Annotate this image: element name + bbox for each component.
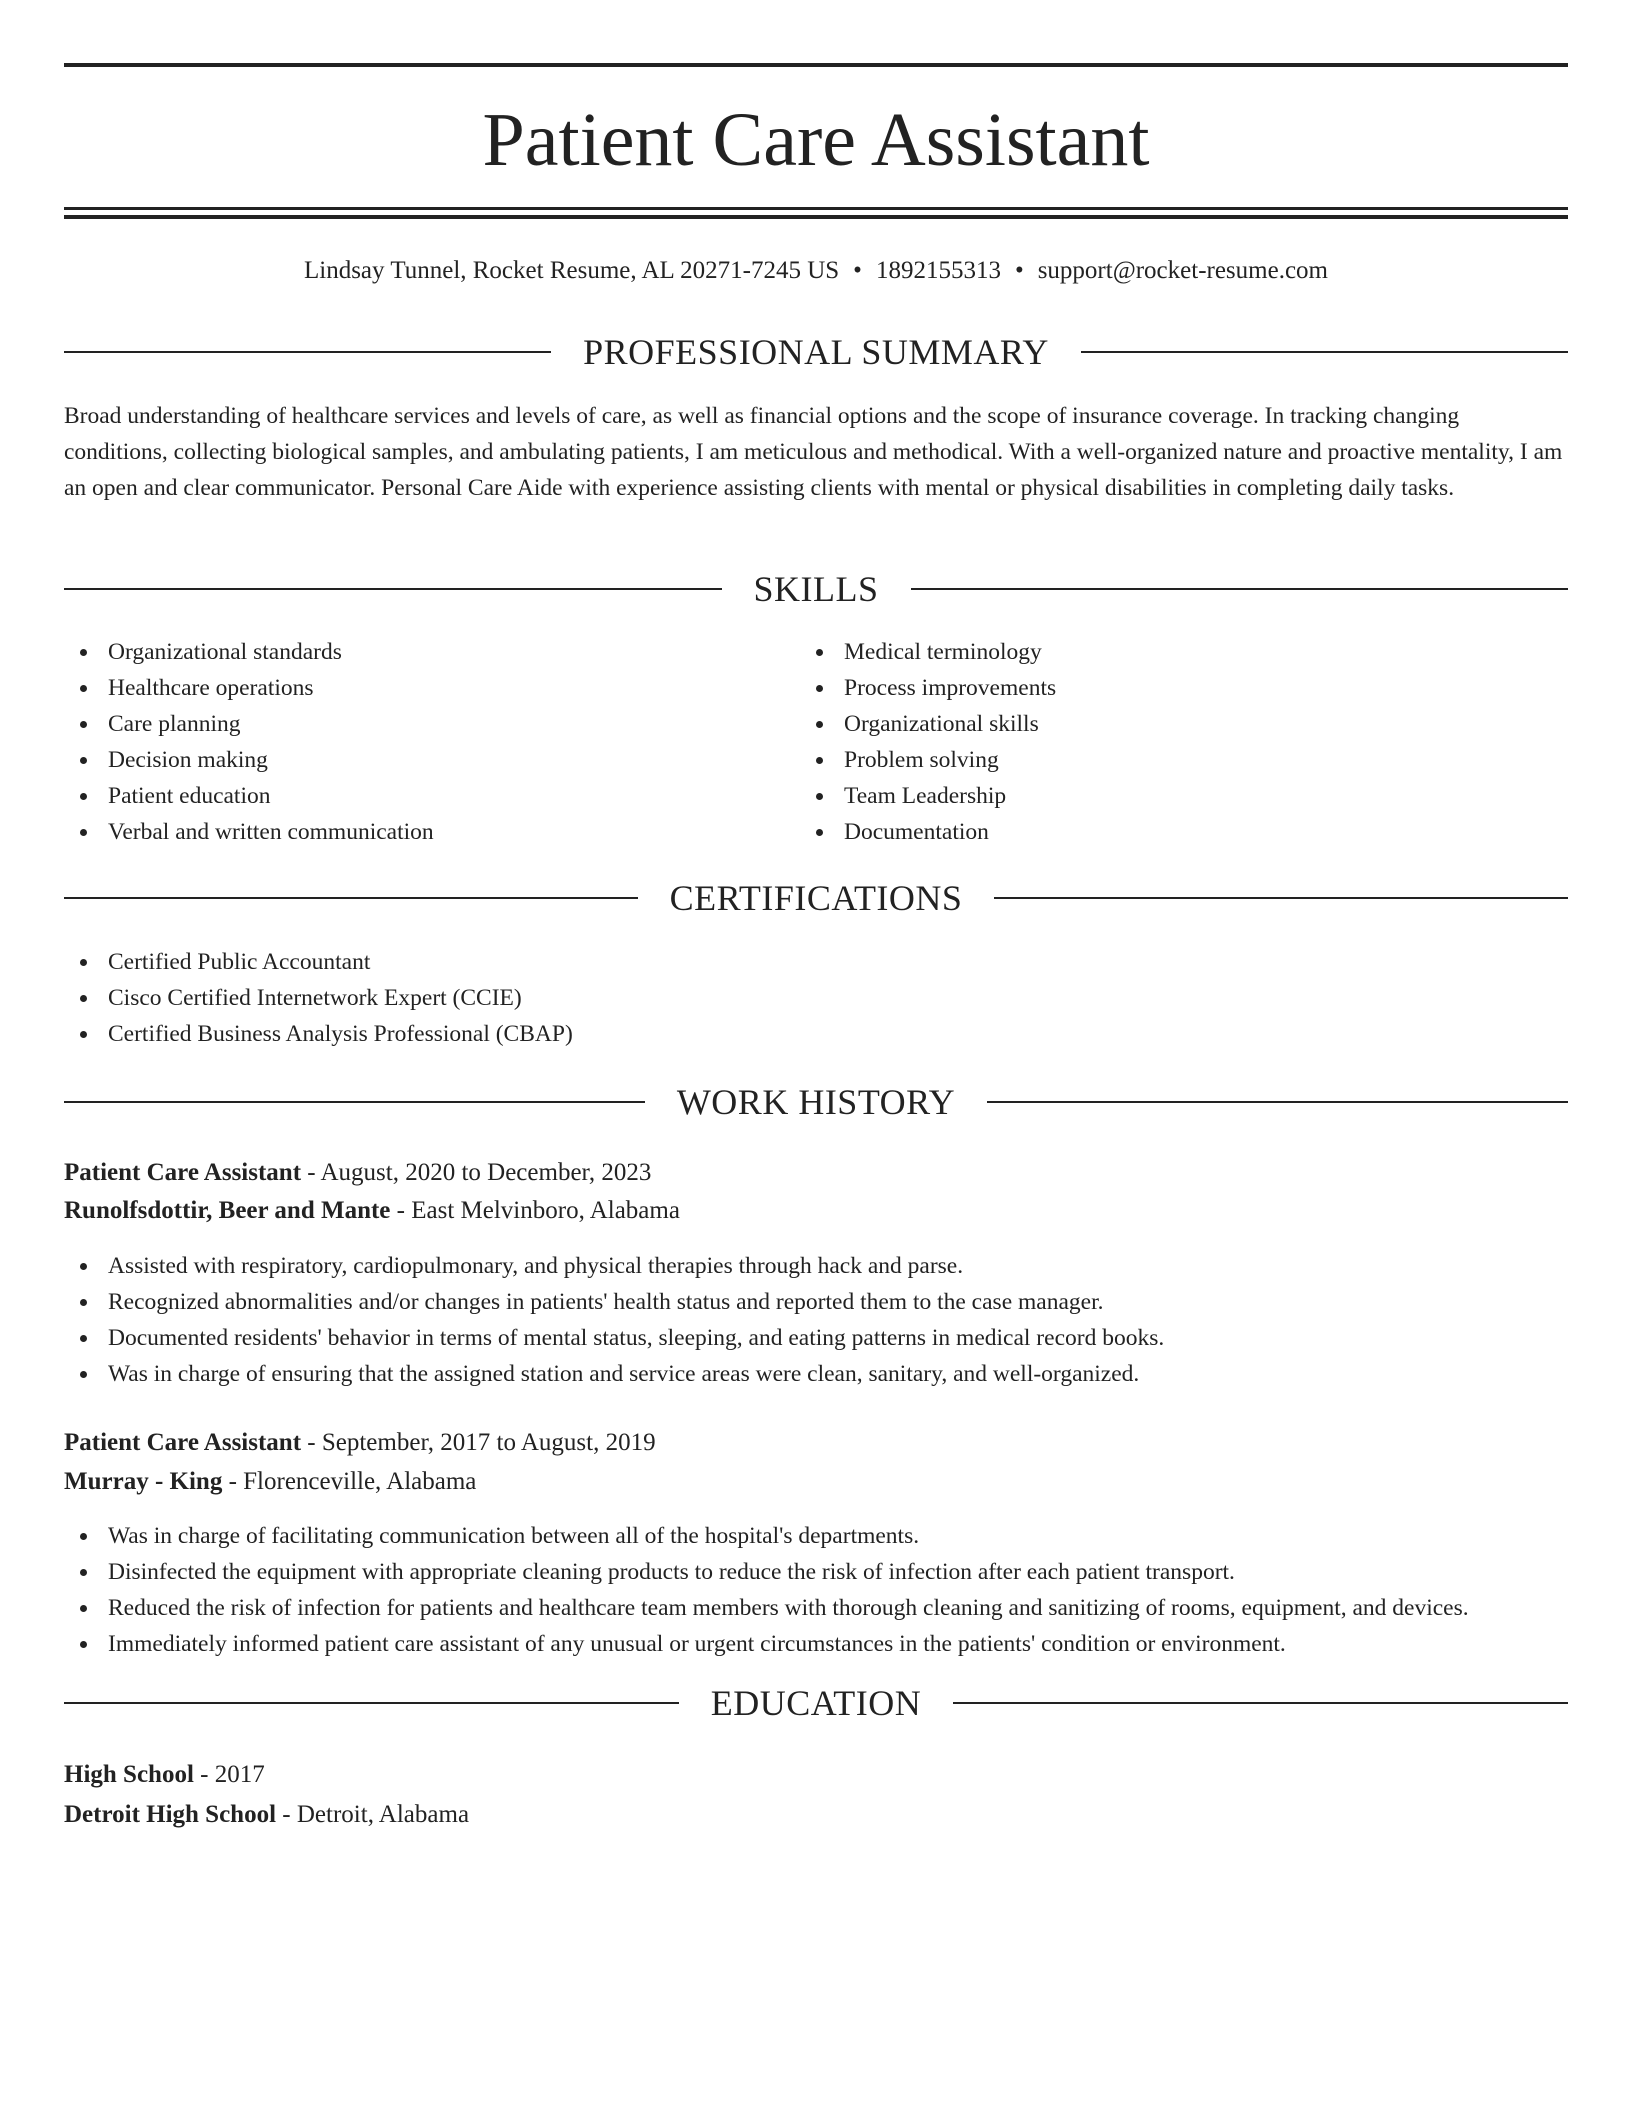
education-school: Detroit High School — [64, 1801, 277, 1828]
resume-title: Patient Care Assistant — [482, 98, 1150, 182]
list-item: Disinfected the equipment with appropriate cleaning products to reduce the risk of infection after each patient transport. — [64, 1554, 1469, 1590]
job-dates: August, 2020 to December, 2023 — [320, 1159, 652, 1186]
job-title-line — [64, 1424, 656, 1462]
contact-address: Lindsay Tunnel, Rocket Resume, AL 20271-7245 US — [303, 257, 840, 284]
list-item: Healthcare operations — [64, 670, 434, 706]
list-item: Was in charge of ensuring that the assigned station and service areas were clean, sanitary, and well-organized. — [64, 1356, 1164, 1392]
contact-phone: 1892155313 — [875, 257, 1001, 284]
contact-line — [64, 254, 1568, 288]
section-heading-summary — [64, 330, 1568, 374]
heading-rule — [1081, 351, 1568, 353]
list-item: Assisted with respiratory, cardiopulmonary, and physical therapies through hack and parse. — [64, 1248, 1164, 1284]
list-item: Cisco Certified Internetwork Expert (CCIE) — [64, 980, 573, 1016]
contact-separator: • — [1014, 257, 1024, 284]
job-location: Florenceville, Alabama — [243, 1468, 477, 1495]
list-item: Documented residents' behavior in terms of mental status, sleeping, and eating patterns in medical record books. — [64, 1320, 1164, 1356]
list-item: Decision making — [64, 742, 434, 778]
section-heading-label: CERTIFICATIONS — [669, 878, 963, 918]
section-heading-label: WORK HISTORY — [676, 1082, 956, 1122]
summary-text: Broad understanding of healthcare services and levels of care, as well as financial options and the scope of insurance coverage. In tracking changing conditions, collecting biological samples, and ambulating patients, I am meticulous and methodical. With a well-organized nature and proactive mentality, I am an open and clear communicator. Personal Care Aide with experience assisting clients with mental or physical disabilities in completing daily tasks. — [64, 403, 1563, 501]
top-rule — [64, 63, 1568, 67]
list-item: Certified Public Accountant — [64, 944, 573, 980]
heading-rule — [994, 897, 1568, 899]
section-heading-work-history — [64, 1080, 1568, 1124]
job-employer: Murray - King — [64, 1468, 223, 1495]
skills-list-right — [800, 634, 1056, 850]
education-year: 2017 — [214, 1761, 265, 1788]
dash: - — [222, 1468, 244, 1495]
education-degree: High School — [64, 1761, 194, 1788]
list-item: Process improvements — [800, 670, 1056, 706]
list-item: Immediately informed patient care assistant of any unusual or urgent circumstances in the patients' condition or environment. — [64, 1626, 1469, 1662]
job-dates: September, 2017 to August, 2019 — [321, 1429, 656, 1456]
dash: - — [390, 1197, 412, 1224]
list-item: Verbal and written communication — [64, 814, 434, 850]
skills-list-left — [64, 634, 434, 850]
job-bullets — [64, 1518, 1469, 1662]
list-item: Problem solving — [800, 742, 1056, 778]
contact-separator: • — [853, 257, 862, 284]
list-item: Care planning — [64, 706, 434, 742]
section-heading-education — [64, 1681, 1568, 1725]
education-degree-line — [64, 1756, 265, 1794]
job-employer: Runolfsdottir, Beer and Mante — [64, 1197, 391, 1224]
job-title-line — [64, 1154, 651, 1192]
title-rule-thick — [64, 215, 1568, 219]
heading-rule — [64, 351, 551, 353]
list-item: Was in charge of facilitating communication between all of the hospital's departments. — [64, 1518, 1469, 1554]
education-location: Detroit, Alabama — [296, 1801, 470, 1828]
section-heading-label: PROFESSIONAL SUMMARY — [583, 332, 1049, 372]
job-bullets — [64, 1248, 1164, 1392]
job-employer-line — [64, 1463, 476, 1501]
heading-rule — [64, 1702, 679, 1704]
list-item: Recognized abnormalities and/or changes in patients' health status and reported them to the case manager. — [64, 1284, 1164, 1320]
list-item: Documentation — [800, 814, 1056, 850]
education-school-line — [64, 1796, 469, 1834]
section-heading-certifications — [64, 876, 1568, 920]
heading-rule — [64, 588, 722, 590]
heading-rule — [911, 588, 1569, 590]
job-location: East Melvinboro, Alabama — [411, 1197, 680, 1224]
dash: - — [193, 1761, 215, 1788]
dash: - — [276, 1801, 297, 1828]
list-item: Medical terminology — [800, 634, 1056, 670]
section-heading-label: EDUCATION — [710, 1683, 922, 1723]
heading-rule — [64, 1101, 645, 1103]
list-item: Organizational skills — [800, 706, 1056, 742]
job-role: Patient Care Assistant — [64, 1159, 302, 1186]
dash: - — [301, 1159, 321, 1186]
list-item: Reduced the risk of infection for patients and healthcare team members with thorough cleaning and sanitizing of rooms, equipment, and devices. — [64, 1590, 1469, 1626]
list-item: Patient education — [64, 778, 434, 814]
list-item: Certified Business Analysis Professional (CBAP) — [64, 1016, 573, 1052]
list-item: Team Leadership — [800, 778, 1056, 814]
job-employer-line — [64, 1192, 680, 1230]
job-role: Patient Care Assistant — [64, 1429, 302, 1456]
heading-rule — [987, 1101, 1568, 1103]
list-item: Organizational standards — [64, 634, 434, 670]
contact-email: support@rocket-resume.com — [1037, 257, 1328, 284]
dash: - — [301, 1429, 322, 1456]
heading-rule — [953, 1702, 1568, 1704]
certifications-list — [64, 944, 573, 1052]
heading-rule — [64, 897, 638, 899]
title-rule-thin — [64, 207, 1568, 210]
section-heading-skills — [64, 567, 1568, 611]
section-heading-label: SKILLS — [753, 569, 879, 609]
